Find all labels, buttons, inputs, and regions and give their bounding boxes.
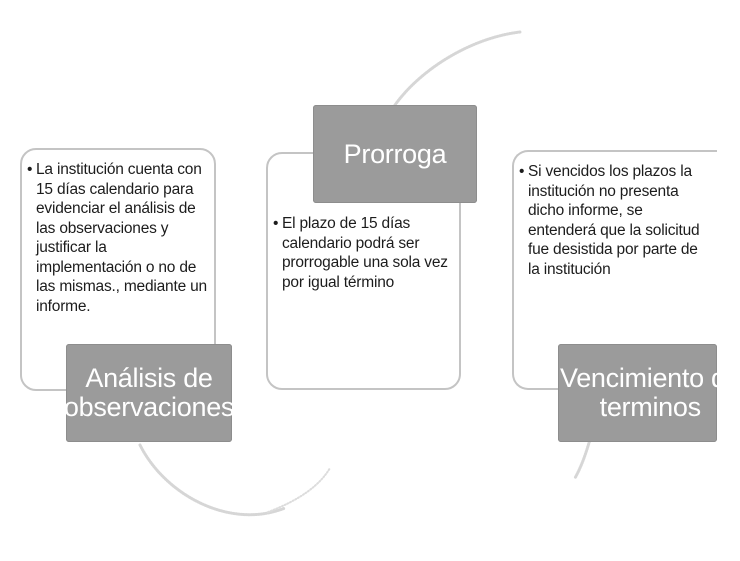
step-description-vencimiento: • Si vencidos los plazos la institución no presenta dicho informe, se entenderá que la solicitud fue desistida por parte de la institución <box>520 162 713 279</box>
step-description-prorroga: • El plazo de 15 días calendario podrá ser prorrogable una sola vez por igual término <box>274 214 455 292</box>
step-description-analisis: • La institución cuenta con 15 días calendario para evidenciar el análisis de las observaciones y justificar la implementación o no de las mismas., mediante un informe. <box>28 160 210 316</box>
cycle-arc-top <box>395 32 520 105</box>
cycle-arc-bottom-tail <box>268 468 330 512</box>
step-title-prorroga: Prorroga <box>313 105 477 203</box>
step-title-vencimiento: Vencimiento de terminos <box>558 344 717 442</box>
cycle-arc-bottom <box>140 445 285 515</box>
step-title-analisis: Análisis de observaciones <box>66 344 232 442</box>
